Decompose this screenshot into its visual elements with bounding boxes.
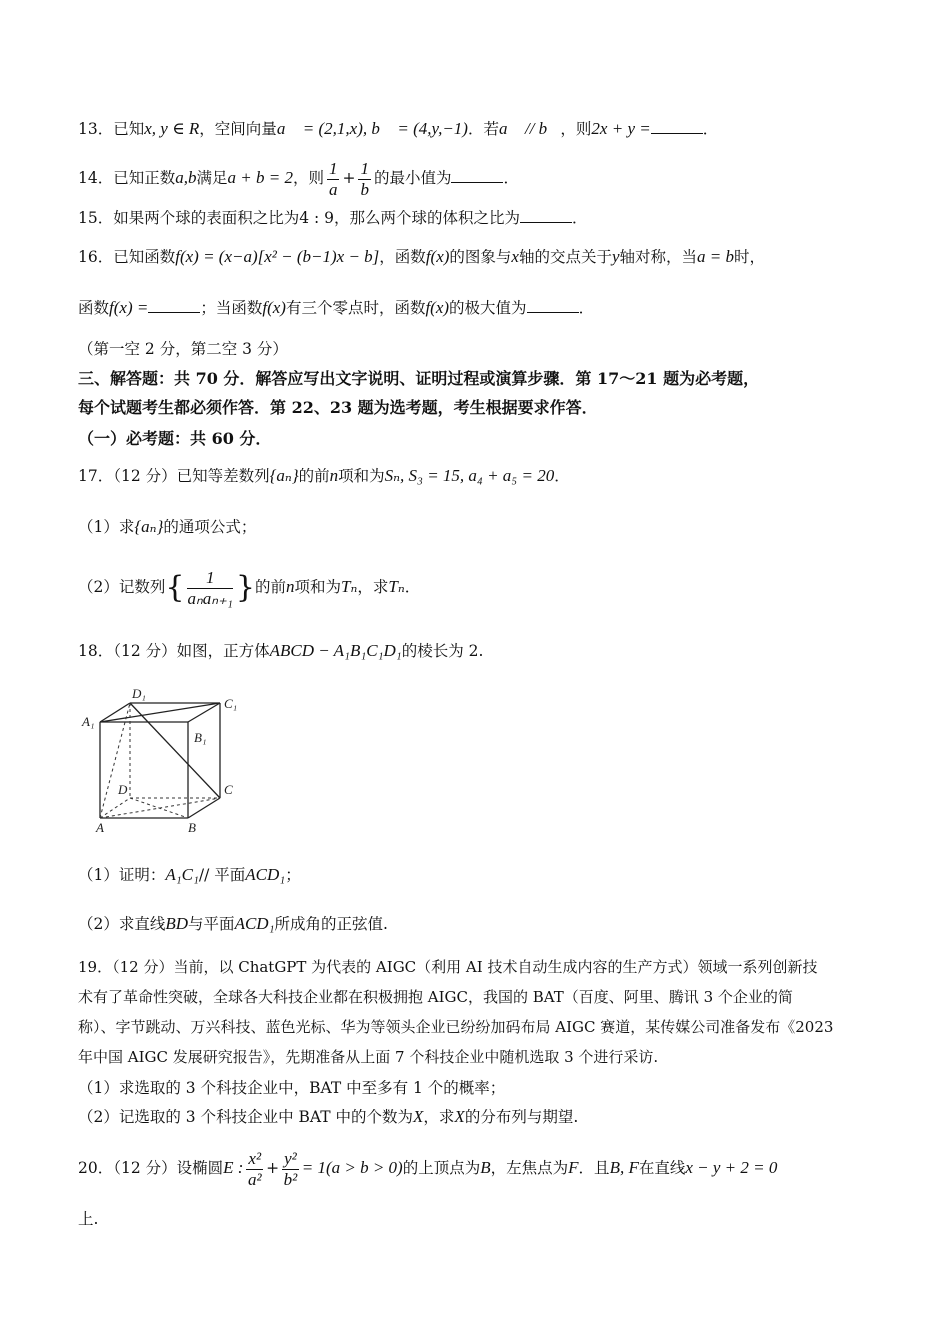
q14-math: a + b = 2 [227, 168, 293, 187]
fraction-numerator: 1 [360, 158, 369, 178]
q16-math: f(x) = [109, 298, 149, 317]
q17-part2 [78, 564, 420, 611]
brace-right: } [235, 570, 255, 605]
q16-text: 时， [734, 248, 766, 266]
q17-text: 的通项公式； [163, 518, 257, 536]
q17-math: Tₙ [341, 577, 358, 596]
q16-math: y [611, 247, 620, 266]
q16-text: 有三个零点时，函数 [285, 299, 426, 317]
q16-math: f(x) [425, 247, 450, 266]
q16-text: 函数 [78, 299, 110, 317]
question-14 [78, 156, 519, 200]
hidden-edges [100, 703, 220, 818]
q18-text: 18．（12 分）如图，正方体 [78, 642, 270, 660]
q19-text: （2）记选取的 3 个科技企业中 BAT 中的个数为 [78, 1108, 414, 1126]
section-heading: 每个试题考生都必须作答．第 22、23 题为选考题，考生根据要求作答． [78, 398, 598, 417]
fraction-numerator: 1 [328, 158, 338, 178]
answer-blank[interactable] [651, 119, 703, 134]
fraction-denominator: b [360, 179, 369, 199]
question-13 [78, 118, 718, 140]
q18-text: （2）求直线 [78, 915, 166, 933]
label-D: D [118, 782, 128, 797]
q17-text: ，求 [357, 578, 389, 596]
fraction-numerator: y² [284, 1148, 297, 1168]
q13-text: ，空间向量 [199, 120, 277, 138]
fraction-denominator: a² [247, 1169, 262, 1189]
q20-text: 的上顶点为 [402, 1159, 481, 1177]
section-heading: 三、解答题：共 70 分．解答应写出文字说明、证明过程或演算步骤．第 17～21 题为必考题， [78, 369, 760, 388]
q16-text: ，函数 [379, 248, 426, 266]
q13-math: x, y ∈ R [144, 119, 200, 138]
q18-part2 [78, 913, 388, 935]
q19-text: 的分布列与期望. [464, 1108, 579, 1126]
q20-text: 20．（12 分）设椭圆 [78, 1159, 224, 1177]
q17-text: 的前 [255, 578, 287, 596]
brace-left: { [165, 570, 185, 605]
q17-text: ． [554, 467, 570, 485]
q14-text: 的最小值为 [373, 169, 452, 187]
q17-text: 的前 [298, 467, 330, 485]
q20-math: B [480, 1158, 491, 1177]
q14-text: 14．已知正数 [78, 169, 176, 187]
q13-vectors: a⃗ = (2,1,x), b⃗ = (4,y,−1) [276, 119, 468, 138]
q20-text: 在直线 [638, 1159, 686, 1177]
q16-math: f(x) [262, 298, 286, 317]
q17-text: ． [404, 578, 421, 596]
label-A1: A₁ [82, 714, 95, 729]
label-B: B [188, 820, 196, 835]
question-16-line2 [78, 297, 594, 319]
q18-math: A₁C₁ [165, 865, 199, 884]
q18-math: ACD₁ [245, 865, 286, 884]
diagonal-A1C1 [100, 703, 220, 722]
q13-text: ，则 [560, 120, 592, 138]
label-D1: D₁ [132, 686, 146, 701]
q17-text: 项和为 [294, 578, 342, 596]
q16-text: 16．已知函数 [78, 248, 176, 266]
q13-parallel: a⃗ // b⃗ [499, 119, 561, 138]
q17-text: 项和为 [338, 467, 385, 485]
answer-blank[interactable] [148, 298, 200, 313]
answer-blank[interactable] [451, 168, 503, 183]
q20-math: F [568, 1158, 579, 1177]
q17-math: n [329, 466, 339, 485]
q17-math: {aₙ} [134, 517, 164, 536]
q20-math: = 1(a > b > 0) [301, 1158, 403, 1177]
q20-text: ．且 [578, 1159, 610, 1177]
plus-sign: + [342, 169, 356, 187]
label-C: C [224, 782, 233, 797]
answer-blank[interactable] [527, 298, 579, 313]
q17-math: Tₙ [388, 577, 405, 596]
q19-math: X [454, 1107, 465, 1126]
q16-text: 轴的交点关于 [518, 248, 612, 266]
q18-math: ACD₁ [234, 914, 275, 933]
q19-line: 年中国 AIGC 发展研究报告》，先期准备从上面 7 个科技企业中随机选取 3 个进行采访. [78, 1048, 659, 1066]
q18-text: 与平面 [188, 915, 235, 933]
plus-sign: + [266, 1159, 280, 1177]
fraction [282, 1149, 299, 1190]
q20-math: B, F [609, 1158, 639, 1177]
question-18 [78, 640, 483, 662]
fraction-numerator: 1 [187, 568, 232, 589]
q16-text: 轴对称，当 [619, 248, 698, 266]
q19-line: 19．（12 分）当前，以 ChatGPT 为代表的 AIGC（利用 AI 技术自动生成内容的生产方式）领域一系列创新技 [78, 958, 818, 976]
line-D1C [130, 703, 220, 798]
q16-math: f(x) [425, 298, 450, 317]
edge-BC [188, 798, 220, 818]
question-16-line1 [78, 246, 765, 268]
q19-line: 称）、字节跳动、万兴科技、蓝色光标、华为等领头企业已纷纷加码布局 AIGC 赛道，某传媒公司准备发布《2023 [78, 1018, 834, 1036]
q16-score-note: （第一空 2 分，第二空 3 分） [78, 340, 288, 358]
q16-text: 的图象与 [449, 248, 512, 266]
q16-text: 的极大值为 [449, 299, 527, 317]
fraction-denominator: aₙaₙ₊₁ [187, 588, 233, 608]
q18-text: （1）证明： [78, 866, 166, 884]
q16-math: a = b [697, 247, 735, 266]
question-17 [78, 465, 570, 487]
q18-text: 的棱长为 2. [401, 642, 484, 660]
q19-math: X [413, 1107, 424, 1126]
q16-text: ；当函数 [200, 299, 263, 317]
q18-math: ABCD − A₁B₁C₁D₁ [269, 641, 402, 660]
q16-text: ． [578, 299, 595, 317]
cube-figure [78, 686, 248, 836]
q17-math: Sₙ, S₃ = 15, a₄ + a₅ = 20 [384, 466, 555, 485]
q13-text: ．若 [467, 120, 499, 138]
question-15 [78, 207, 588, 229]
fraction [358, 159, 371, 200]
q20-text: ，左焦点为 [490, 1159, 569, 1177]
question-20 [78, 1146, 777, 1190]
q18-part1 [78, 864, 301, 886]
q19-part2 [78, 1106, 578, 1128]
q14-math: a,b [175, 168, 197, 187]
q17-math: n [286, 577, 295, 596]
q17-text: （2）记数列 [78, 578, 166, 596]
label-A: A [96, 820, 104, 835]
q17-text: 17．（12 分）已知等差数列 [78, 467, 270, 485]
q19-text: ，求 [423, 1108, 455, 1126]
edge-AD [100, 798, 130, 818]
fraction-denominator: a [328, 179, 338, 199]
q13-expr: 2x + y = [591, 119, 651, 138]
q16-math: x [511, 247, 519, 266]
fraction [187, 568, 232, 609]
q19-part1: （1）求选取的 3 个科技企业中，BAT 中至多有 1 个的概率； [78, 1079, 506, 1097]
q18-math: BD [165, 914, 189, 933]
q18-text: 所成角的正弦值. [274, 915, 388, 933]
q16-function: f(x) = (x−a)[x² − (b−1)x − b] [175, 247, 380, 266]
q17-math: {aₙ} [269, 466, 299, 485]
fraction-denominator: b² [283, 1169, 298, 1189]
q20-math: E : [223, 1158, 244, 1177]
q14-text: ，则 [292, 169, 324, 187]
q15-text: ． [572, 209, 588, 227]
q14-text: 满足 [196, 169, 228, 187]
q13-text: ． [702, 120, 719, 138]
label-C1: C₁ [224, 696, 238, 711]
q18-text: ； [285, 866, 301, 884]
q20-line2: 上. [78, 1210, 99, 1228]
q20-math: x − y + 2 = 0 [685, 1158, 778, 1177]
q14-text: ． [503, 169, 519, 187]
answer-blank[interactable] [520, 208, 572, 223]
fraction-numerator: x² [248, 1148, 262, 1168]
fraction [246, 1149, 263, 1190]
q13-text: 13．已知 [78, 120, 145, 138]
q18-text: // 平面 [198, 866, 246, 884]
q17-text: （1）求 [78, 518, 135, 536]
fraction [327, 159, 340, 200]
part-heading: （一）必考题：共 60 分． [78, 429, 272, 448]
label-B1: B₁ [194, 730, 207, 745]
diagonal-BD [130, 798, 188, 818]
q17-part1 [78, 516, 256, 538]
q19-line: 术有了革命性突破，全球各大科技企业都在积极拥抱 AIGC，我国的 BAT（百度、阿里、腾讯 3 个企业的简 [78, 988, 793, 1006]
q15-text: 15．如果两个球的表面积之比为4 : 9，那么两个球的体积之比为 [78, 209, 521, 227]
